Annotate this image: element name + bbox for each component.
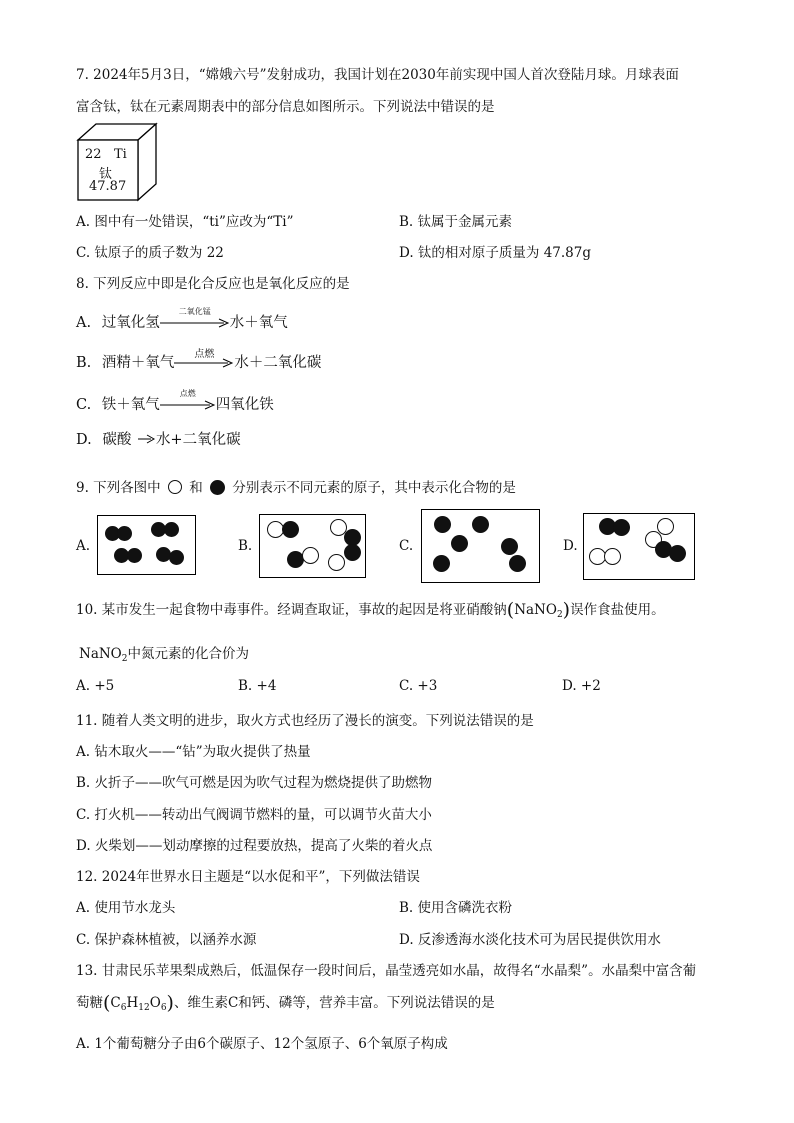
q7-option-c: C. 钛原子的质子数为 22 xyxy=(76,245,224,261)
element-symbol: Ti xyxy=(114,147,127,162)
white-atom xyxy=(604,548,621,565)
q13-stem-a: 萄糖 xyxy=(76,995,103,1011)
reactant: 酒精＋氧气 xyxy=(101,355,175,371)
atomic-number: 22 xyxy=(85,147,102,162)
left-paren: ( xyxy=(506,599,515,621)
option-label: D. xyxy=(76,432,92,448)
reaction-arrow xyxy=(160,389,216,411)
reaction-condition: 点燃 xyxy=(179,389,196,398)
q9-stem xyxy=(76,476,516,496)
formula-o: O xyxy=(149,995,161,1011)
q9-label-d: D. xyxy=(563,538,578,554)
q10-stem-end: 误作食盐使用。 xyxy=(570,602,665,618)
black-atom xyxy=(169,550,184,565)
q10-line2 xyxy=(79,642,249,664)
q8-option-b xyxy=(76,351,321,372)
black-atom xyxy=(434,516,451,533)
reactant: 碳酸 xyxy=(102,432,132,448)
arrow-icon xyxy=(160,318,230,328)
black-atom-icon xyxy=(210,480,225,495)
q10-stem-text: 10. 某市发生一起食物中毒事件。经调查取证，事故的起因是将亚硝酸钠 xyxy=(76,602,507,618)
option-label: A. xyxy=(76,315,92,331)
q10-option-b: B. +4 xyxy=(238,678,277,694)
q9-label-a: A. xyxy=(76,538,91,554)
black-atom xyxy=(164,522,179,537)
black-atom xyxy=(117,526,132,541)
q9-label-c: C. xyxy=(399,538,414,554)
q9-figure-b xyxy=(259,514,366,578)
white-atom-icon xyxy=(168,480,182,494)
q9-label-b: B. xyxy=(238,538,253,554)
element-name: 钛 xyxy=(99,167,113,182)
option-label: B. xyxy=(76,355,92,371)
product: 水+二氧化碳 xyxy=(155,432,241,448)
q8-option-a xyxy=(76,307,288,332)
black-atom xyxy=(669,545,686,562)
product: 水＋二氧化碳 xyxy=(234,355,322,371)
q11-option-a: A. 钻木取火——“钻”为取火提供了热量 xyxy=(76,744,311,760)
q12-option-a: A. 使用节水龙头 xyxy=(76,900,176,916)
formula-o-sub: 6 xyxy=(160,1003,167,1013)
q10-formula: NaNO xyxy=(514,602,557,618)
q13-stem-b: 、维生素C和钙、磷等，营养丰富。下列说法错误的是 xyxy=(173,995,495,1011)
q10-option-a: A. +5 xyxy=(76,678,115,694)
reaction-arrow xyxy=(160,307,230,329)
q12-option-b: B. 使用含磷洗衣粉 xyxy=(399,900,513,916)
black-atom xyxy=(472,516,489,533)
q8-stem: 8. 下列反应中即是化合反应也是氧化反应的是 xyxy=(76,276,350,292)
reaction-arrow xyxy=(174,349,234,369)
q13-option-a: A. 1个葡萄糖分子由6个碳原子、12个氢原子、6个氧原子构成 xyxy=(76,1036,448,1052)
q10-line2-sub: 2 xyxy=(121,654,128,664)
atomic-mass: 47.87 xyxy=(89,179,127,194)
formula-c: C xyxy=(110,995,121,1011)
right-paren: ) xyxy=(166,992,174,1014)
q10-option-c: C. +3 xyxy=(399,678,438,694)
q7-option-d: D. 钛的相对原子质量为 47.87g xyxy=(399,245,592,261)
q12-option-d: D. 反渗透海水淡化技术可为居民提供饮用水 xyxy=(399,932,661,948)
q8-option-c xyxy=(76,389,274,414)
q12-option-c: C. 保护森林植被，以涵养水源 xyxy=(76,932,257,948)
q7-option-a: A. 图中有一处错误，“ti”应改为“Ti” xyxy=(76,214,294,230)
q9-stem-b: 和 xyxy=(189,480,203,496)
q13-stem-line1: 13. 甘肃民乐苹果梨成熟后，低温保存一段时间后，晶莹透亮如水晶，故得名“水晶梨”。水晶梨中富含葡 xyxy=(76,963,697,979)
q11-stem: 11. 随着人类文明的进步，取火方式也经历了漫长的演变。下列说法错误的是 xyxy=(76,713,534,729)
q8-option-d xyxy=(76,428,241,449)
formula-h-sub: 12 xyxy=(138,1003,150,1013)
q9-figure-d xyxy=(583,513,695,580)
q10-option-d: D. +2 xyxy=(562,678,601,694)
black-atom xyxy=(451,535,468,552)
arrow-icon xyxy=(174,358,234,368)
q10-stem xyxy=(76,598,665,621)
q7-stem-line2: 富含钛，钛在元素周期表中的部分信息如图所示。下列说法中错误的是 xyxy=(76,99,495,115)
element-tile xyxy=(76,122,158,202)
q9-figure-a xyxy=(97,515,196,575)
q10-line2-text: 中氮元素的化合价为 xyxy=(127,646,249,662)
product: 水＋氧气 xyxy=(229,315,288,331)
black-atom xyxy=(127,548,142,563)
product: 四氧化铁 xyxy=(215,397,274,413)
black-atom xyxy=(501,538,518,555)
reactant: 过氧化氢 xyxy=(101,315,160,331)
formula-h: H xyxy=(126,995,139,1011)
q9-stem-a: 9. 下列各图中 xyxy=(76,480,161,496)
right-paren: ) xyxy=(562,599,571,621)
q9-stem-c: 分别表示不同元素的原子，其中表示化合物的是 xyxy=(232,480,516,496)
reaction-condition: 点燃 xyxy=(194,349,215,360)
reaction-condition: 二氧化锰 xyxy=(178,307,211,316)
q10-formula-sub: 2 xyxy=(556,610,563,620)
white-atom xyxy=(328,554,345,571)
q11-option-c: C. 打火机——转动出气阀调节燃料的量，可以调节火苗大小 xyxy=(76,807,432,823)
q7-stem-line1: 7. 2024年5月3日，“嫦娥六号”发射成功，我国计划在2030年前实现中国人首次登陆月球。月球表面 xyxy=(76,67,679,83)
black-atom xyxy=(282,521,299,538)
q12-stem: 12. 2024年世界水日主题是“以水促和平”，下列做法错误 xyxy=(76,869,420,885)
q7-option-b: B. 钛属于金属元素 xyxy=(399,214,513,230)
q11-option-b: B. 火折子——吹气可燃是因为吹气过程为燃烧提供了助燃物 xyxy=(76,775,433,791)
q11-option-d: D. 火柴划——划动摩擦的过程要放热，提高了火柴的着火点 xyxy=(76,838,433,854)
glucose-formula xyxy=(110,995,166,1011)
arrow-icon xyxy=(136,434,156,444)
black-atom xyxy=(509,555,526,572)
reactant: 铁＋氧气 xyxy=(101,397,160,413)
arrow-icon xyxy=(160,400,216,410)
black-atom xyxy=(344,544,361,561)
black-atom xyxy=(613,519,630,536)
formula-c-sub: 6 xyxy=(120,1003,127,1013)
white-atom xyxy=(657,518,674,535)
white-atom xyxy=(302,547,319,564)
q9-figure-c xyxy=(421,509,540,583)
q10-line2-formula: NaNO xyxy=(79,646,122,662)
left-paren: ( xyxy=(103,992,111,1014)
q13-stem-line2 xyxy=(76,991,495,1014)
black-atom xyxy=(433,555,450,572)
option-label: C. xyxy=(76,397,92,413)
